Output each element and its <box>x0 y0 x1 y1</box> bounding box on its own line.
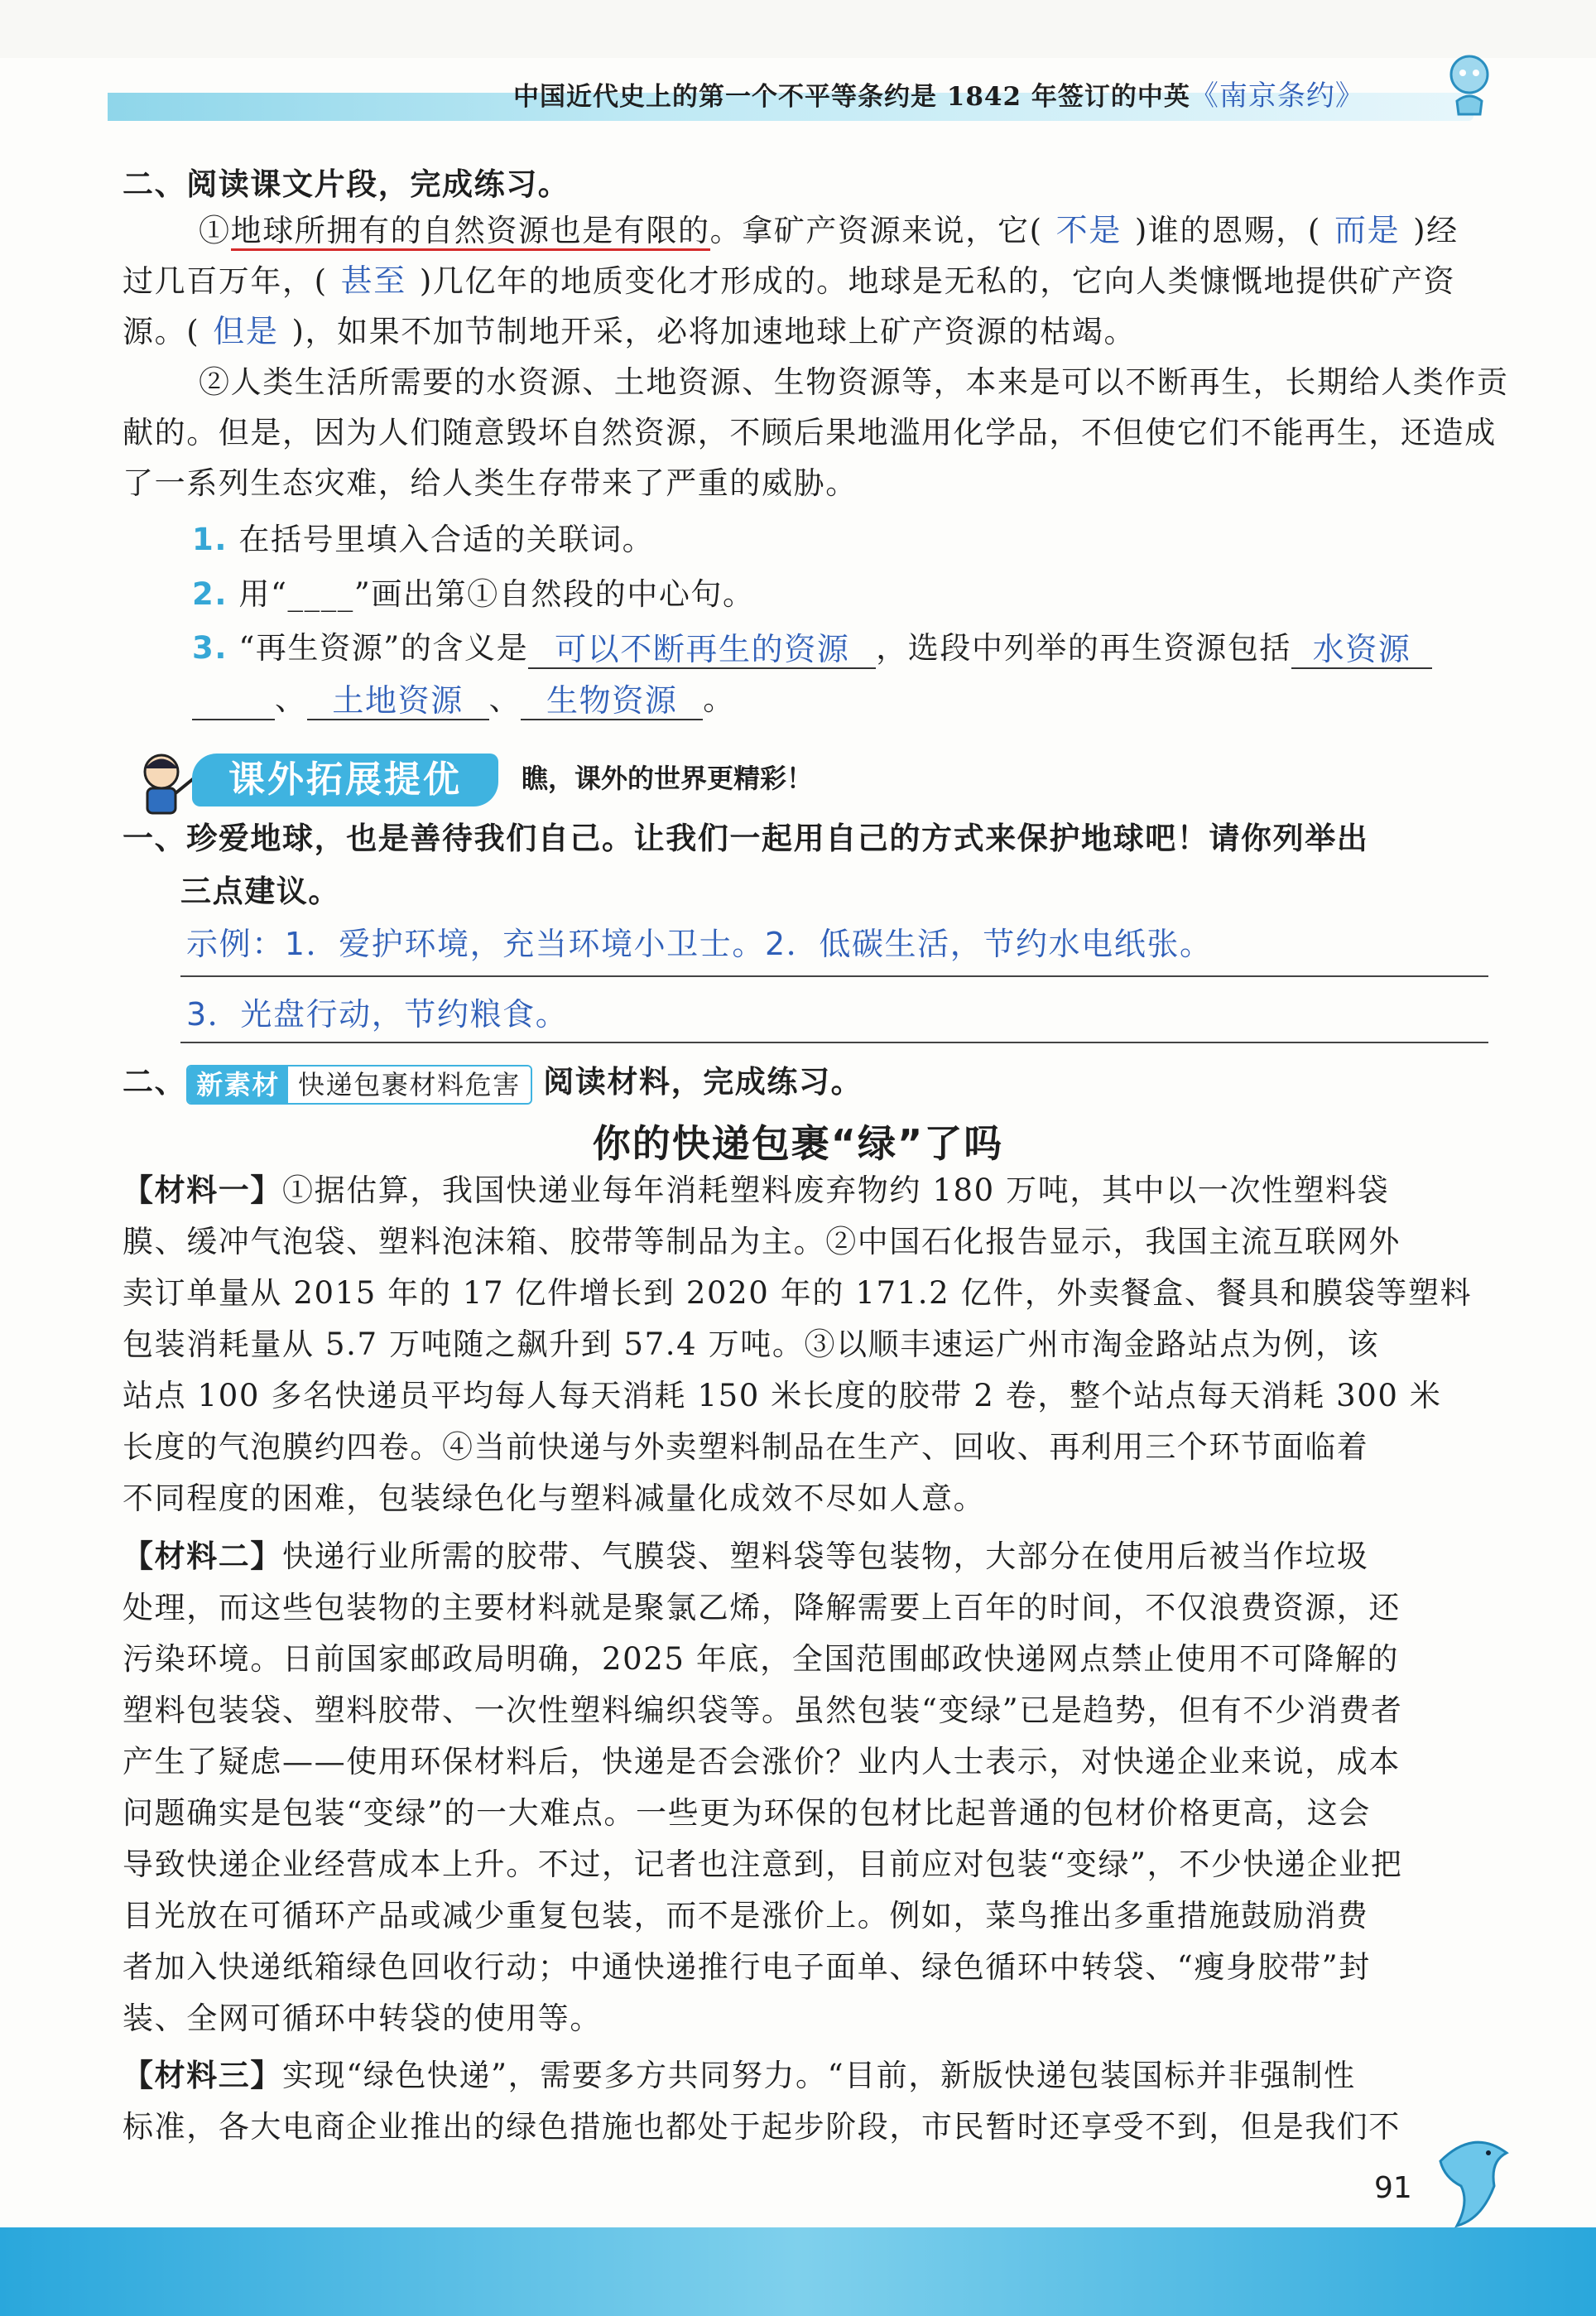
text: ①据估算，我国快递业每年消耗塑料废弃物约 180 万吨，其中以一次性塑料袋 <box>282 1172 1390 1208</box>
question-number: 2. <box>192 576 228 612</box>
section-heading: 二、阅读课文片段，完成练习。 <box>123 166 570 202</box>
answer-resource-1: 水资源 <box>1291 631 1432 669</box>
extension-question-1-line-2: 三点建议。 <box>180 874 340 909</box>
material-1-line: 站点 100 多名快递员平均每人每天消耗 150 米长度的胶带 2 卷，整个站点每天消耗 300 米 <box>123 1378 1442 1413</box>
central-sentence-underline: 地球所拥有的自然资源也是有限的 <box>231 213 710 251</box>
extension-answer-line-2: 3．光盘行动，节约粮食。 <box>186 996 569 1033</box>
question-3-line-2 <box>192 679 735 720</box>
text: 。 <box>703 681 735 717</box>
text: )几亿年的地质变化才形成的。地球是无私的，它向人类慷慨地提供矿产资 <box>419 263 1456 299</box>
material-2-line: 问题确实是包装“变绿”的一大难点。一些更为环保的包材比起普通的包材价格更高，这会 <box>123 1795 1371 1831</box>
paragraph-2-line-2: 献的。但是，因为人们随意毁坏自然资源，不顾后果地滥用化学品，不但使它们不能再生，还造成 <box>123 415 1497 450</box>
header-fact-answer: 《南京条约》 <box>1190 79 1364 113</box>
answer-resource-3: 生物资源 <box>521 682 703 720</box>
blank-line <box>192 719 275 720</box>
question-prefix: 二、 <box>123 1064 187 1100</box>
text: 实现“绿色快递”，需要多方共同努力。“目前，新版快递包装国标并非强制性 <box>282 2058 1356 2093</box>
extension-question-1-line-1: 一、珍爱地球，也是善待我们自己。让我们一起用自己的方式来保护地球吧！请你列举出 <box>123 821 1369 856</box>
section-banner: 课外拓展提优 <box>192 754 498 807</box>
material-2-line: 者加入快递纸箱绿色回收行动；中通快递推行电子面单、绿色循环中转袋、“瘦身胶带”封 <box>123 1949 1371 1985</box>
paragraph-marker: ① <box>199 213 231 248</box>
question-2 <box>192 574 755 615</box>
material-label: 【材料二】 <box>123 1538 282 1574</box>
extension-question-2 <box>123 1062 863 1105</box>
answer-meaning: 可以不断再生的资源 <box>528 631 876 669</box>
question-3 <box>192 628 1432 669</box>
extension-answer-line-1: 示例：1．爱护环境，充当环境小卫士。2．低碳生活，节约水电纸张。 <box>186 926 1213 962</box>
paragraph-1-line-2 <box>123 260 1455 302</box>
question-1 <box>192 519 654 561</box>
material-2-line: 导致快递企业经营成本上升。不过，记者也注意到，目前应对包装“变绿”，不少快递企业把 <box>123 1847 1403 1882</box>
answer-blank-1: 不是 <box>1055 212 1122 248</box>
dolphin-icon <box>1424 2128 1523 2236</box>
material-1-line: 包装消耗量从 5.7 万吨随之飙升到 57.4 万吨。③以顺丰速运广州市淘金路站点为例，该 <box>123 1327 1380 1362</box>
paragraph-1-line-1 <box>199 209 1459 252</box>
material-3-line: 标准，各大电商企业推出的绿色措施也都处于起步阶段，市民暂时还享受不到，但是我们不 <box>123 2109 1401 2145</box>
material-1-line: 膜、缓冲气泡袋、塑料泡沫箱、胶带等制品为主。②中国石化报告显示，我国主流互联网外 <box>123 1224 1401 1259</box>
material-1-line: 不同程度的困难，包装绿色化与塑料减量化成效不尽如人意。 <box>123 1481 986 1516</box>
material-2-line: 目光放在可循环产品或减少重复包装，而不是涨价上。例如，菜鸟推出多重措施鼓励消费 <box>123 1898 1369 1933</box>
tag-topic: 快递包裹材料危害 <box>288 1067 531 1103</box>
question-text: 阅读材料，完成练习。 <box>543 1064 863 1100</box>
header-fact-text: 中国近代史上的第一个不平等条约是 1842 年签订的中英 <box>513 82 1190 112</box>
top-margin <box>0 0 1596 58</box>
text: 源。( <box>123 314 200 349</box>
question-number: 3. <box>192 630 228 666</box>
text: )经 <box>1413 213 1459 248</box>
answer-rule <box>180 975 1488 977</box>
monkey-mascot-icon <box>1440 50 1498 116</box>
material-2-line <box>123 1536 1368 1577</box>
question-number: 1. <box>192 522 228 557</box>
article-title: 你的快递包裹“绿”了吗 <box>592 1121 1004 1166</box>
footer-band <box>0 2227 1596 2316</box>
material-1-line: 长度的气泡膜约四卷。④当前快递与外卖塑料制品在生产、回收、再利用三个环节面临着 <box>123 1429 1369 1465</box>
tag-label: 新素材 <box>188 1067 288 1103</box>
text: 。拿矿产资源来说，它( <box>709 213 1043 248</box>
material-1-line: 卖订单量从 2015 年的 17 亿件增长到 2020 年的 171.2 亿件，外卖餐盒、餐具和膜袋等塑料 <box>123 1275 1473 1311</box>
header-fact <box>513 73 1364 113</box>
material-label: 【材料三】 <box>123 2058 282 2093</box>
paragraph-2-line-3: 了一系列生态灾难，给人类生存带来了严重的威胁。 <box>123 465 858 501</box>
question-text: “再生资源”的含义是 <box>238 630 529 666</box>
material-2-line: 处理，而这些包装物的主要材料就是聚氯乙烯，降解需要上百年的时间，不仅浪费资源，还 <box>123 1590 1401 1625</box>
question-text: ，选段中列举的再生资源包括 <box>876 630 1292 666</box>
separator: 、 <box>488 681 522 717</box>
banner-subtitle: 瞧，课外的世界更精彩！ <box>522 763 814 794</box>
paragraph-1-line-3 <box>123 311 1136 353</box>
text: )，如果不加节制地开采，必将加速地球上矿产资源的枯竭。 <box>291 314 1137 349</box>
answer-blank-2: 而是 <box>1334 212 1401 248</box>
page-number: 91 <box>1374 2171 1412 2205</box>
material-3-line <box>123 2055 1356 2097</box>
question-text: 用“____”画出第①自然段的中心句。 <box>238 576 755 612</box>
material-tag <box>186 1065 532 1105</box>
material-2-line: 污染环境。日前国家邮政局明确，2025 年底，全国范围邮政快递网点禁止使用不可降解的 <box>123 1641 1400 1677</box>
question-text: 在括号里填入合适的关联词。 <box>238 522 655 557</box>
answer-resource-2: 土地资源 <box>307 682 489 720</box>
material-2-line: 塑料包装袋、塑料胶带、一次性塑料编织袋等。虽然包装“变绿”已是趋势，但有不少消费者 <box>123 1692 1403 1728</box>
text: )谁的恩赐，( <box>1134 213 1321 248</box>
material-label: 【材料一】 <box>123 1172 282 1208</box>
text: 快递行业所需的胶带、气膜袋、塑料袋等包装物，大部分在使用后被当作垃圾 <box>282 1538 1369 1574</box>
answer-blank-4: 但是 <box>213 313 279 349</box>
answer-rule <box>180 1042 1488 1043</box>
material-2-line: 产生了疑虑——使用环保材料后，快递是否会涨价？业内人士表示，对快递企业来说，成本 <box>123 1744 1401 1779</box>
paragraph-2-line-1: ②人类生活所需要的水资源、土地资源、生物资源等，本来是可以不断再生，长期给人类作贡 <box>199 364 1509 400</box>
answer-blank-3: 甚至 <box>340 262 406 299</box>
material-1-line <box>123 1170 1389 1211</box>
separator: 、 <box>275 681 307 717</box>
material-2-line: 装、全网可循环中转袋的使用等。 <box>123 2001 602 2036</box>
student-mascot-icon <box>124 745 199 820</box>
text: 过几百万年，( <box>123 263 328 299</box>
